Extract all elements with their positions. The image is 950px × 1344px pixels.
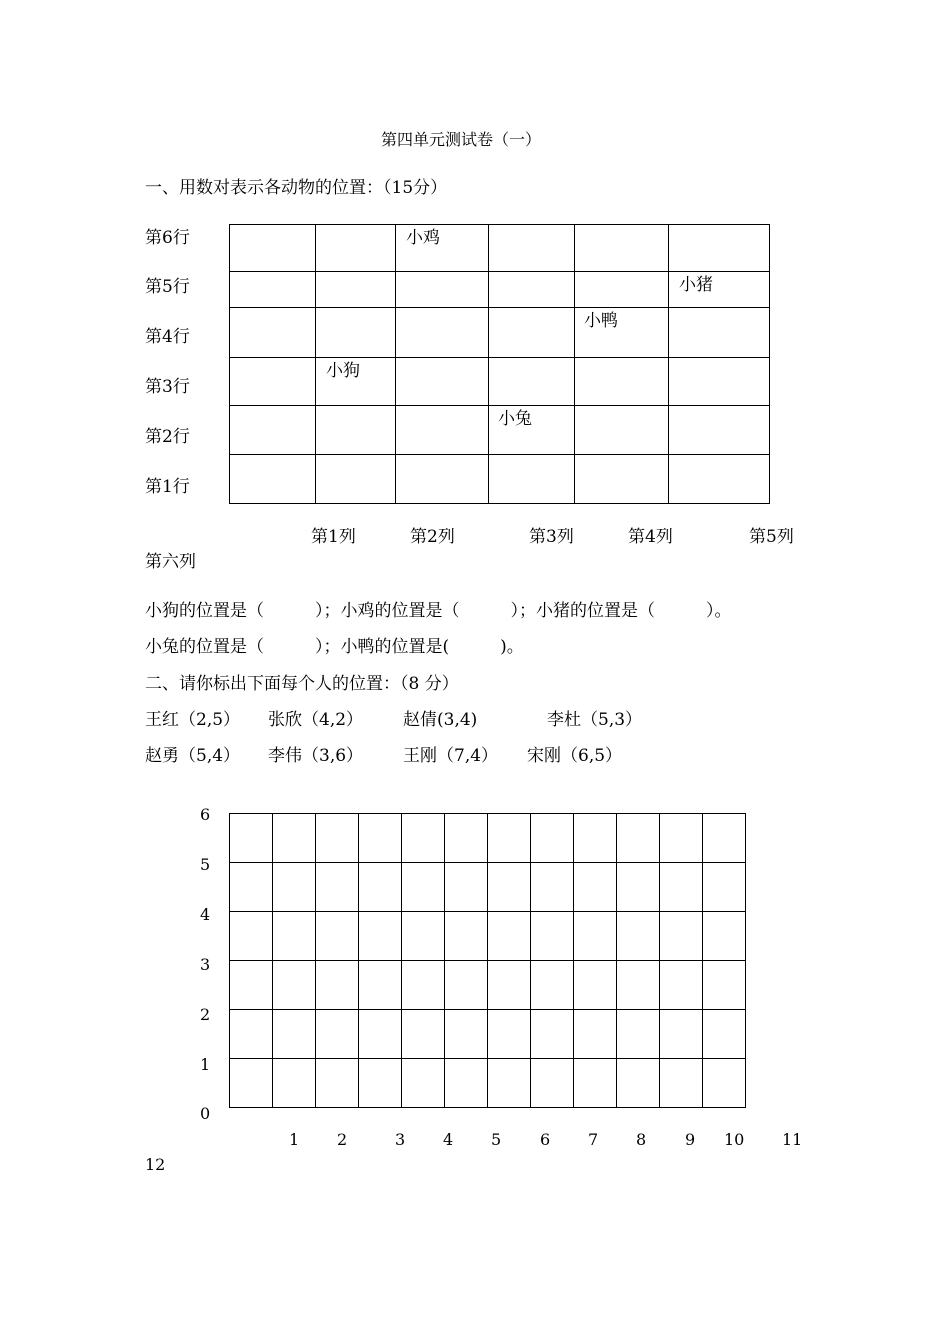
question-line-2: 小兔的位置是（ ）；小鸭的位置是( )。 (145, 637, 524, 657)
person-3: 赵倩(3,4) (403, 710, 478, 730)
grid2-hline (230, 960, 745, 961)
person-7: 王刚（7,4） (403, 746, 499, 766)
col-label-2: 第2列 (410, 527, 455, 547)
y-label-2: 2 (200, 1005, 211, 1024)
y-label-3: 3 (200, 955, 211, 974)
grid1-hline (229, 454, 770, 455)
x-label-6: 6 (540, 1130, 551, 1149)
grid2-hline (230, 911, 745, 912)
grid1-vline (668, 224, 669, 504)
section1-heading: 一、用数对表示各动物的位置：（15分） (145, 178, 448, 198)
grid2-hline (230, 1058, 745, 1059)
x-label-7: 7 (588, 1130, 599, 1149)
animal-chick: 小鸡 (406, 228, 440, 248)
person-1: 王红（2,5） (145, 710, 241, 730)
row-label-1: 第1行 (145, 477, 190, 497)
grid1-vline (769, 224, 770, 504)
section2-heading: 二、请你标出下面每个人的位置：（8 分） (145, 674, 459, 694)
grid1-hline (229, 224, 770, 225)
x-label-1: 1 (289, 1130, 300, 1149)
row-label-2: 第2行 (145, 427, 190, 447)
grid2-hline (230, 862, 745, 863)
row-label-3: 第3行 (145, 377, 190, 397)
grid1-hline (229, 271, 770, 272)
animal-rabbit: 小兔 (498, 409, 532, 429)
x-label-3: 3 (395, 1130, 406, 1149)
grid1-vline (574, 224, 575, 504)
question-line-1: 小狗的位置是（ ）；小鸡的位置是（ ）；小猪的位置是（ ）。 (145, 601, 732, 621)
page-title: 第四单元测试卷（一） (381, 130, 542, 149)
grid1-hline (229, 503, 770, 504)
coordinate-grid (229, 813, 746, 1108)
x-label-5: 5 (491, 1130, 502, 1149)
x-label-8: 8 (636, 1130, 647, 1149)
y-label-1: 1 (200, 1055, 211, 1074)
person-8: 宋刚（6,5） (527, 746, 623, 766)
grid1-vline (229, 224, 230, 504)
col-label-6: 第六列 (145, 552, 196, 572)
row-label-5: 第5行 (145, 277, 190, 297)
y-label-4: 4 (200, 905, 211, 924)
person-5: 赵勇（5,4） (145, 746, 241, 766)
x-label-11: 11 (782, 1130, 803, 1149)
x-label-2: 2 (337, 1130, 348, 1149)
y-label-6: 6 (200, 805, 211, 824)
col-label-3: 第3列 (529, 527, 574, 547)
person-4: 李杜（5,3） (547, 710, 643, 730)
x-label-12: 12 (145, 1155, 166, 1174)
animal-pig: 小猪 (679, 275, 713, 295)
grid2-hline (230, 1009, 745, 1010)
grid1-hline (229, 405, 770, 406)
grid1-vline (488, 224, 489, 504)
animal-dog: 小狗 (326, 361, 360, 381)
grid1-hline (229, 357, 770, 358)
person-2: 张欣（4,2） (268, 710, 364, 730)
x-label-10: 10 (724, 1130, 745, 1149)
col-label-5: 第5列 (749, 527, 794, 547)
col-label-4: 第4列 (628, 527, 673, 547)
animal-duck: 小鸭 (584, 311, 618, 331)
y-label-0: 0 (200, 1104, 211, 1123)
col-label-1: 第1列 (311, 527, 356, 547)
person-6: 李伟（3,6） (268, 746, 364, 766)
grid1-vline (395, 224, 396, 504)
x-label-4: 4 (443, 1130, 454, 1149)
x-label-9: 9 (685, 1130, 696, 1149)
row-label-4: 第4行 (145, 327, 190, 347)
row-label-6: 第6行 (145, 228, 190, 248)
grid1-vline (315, 224, 316, 504)
grid1-hline (229, 307, 770, 308)
y-label-5: 5 (200, 855, 211, 874)
